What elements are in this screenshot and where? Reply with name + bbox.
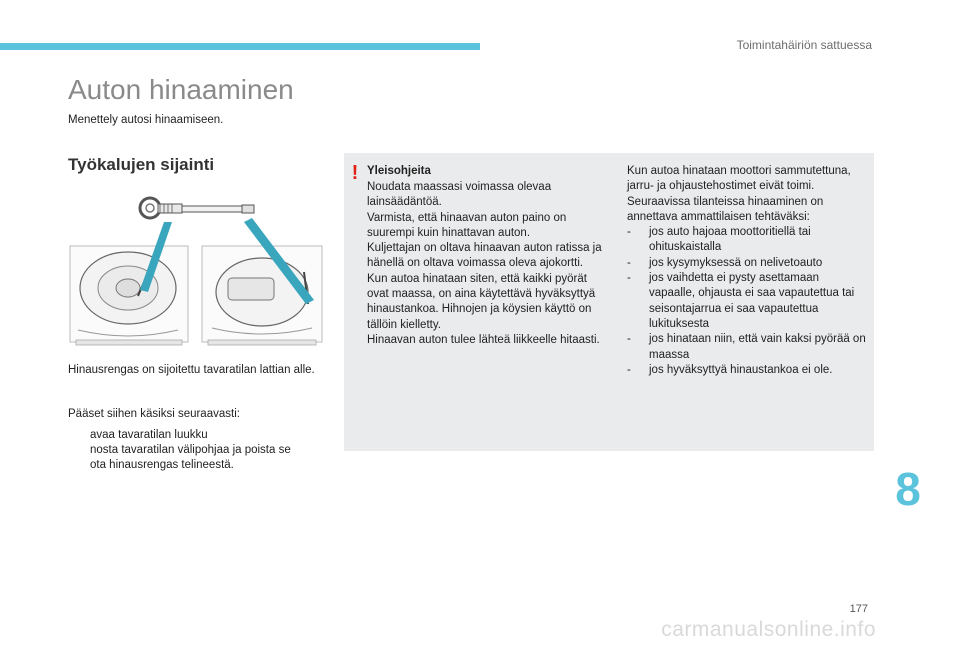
- trunk-view-left: [70, 246, 188, 345]
- list-item: - jos vaihdetta ei pysty asettamaan vapaalle, ohjausta ei saa vapautettua tai seisontajarrua ei saa vapautettua lukituksesta: [627, 272, 855, 330]
- towing-conditions-list: [627, 225, 867, 378]
- watermark: carmanualsonline.info: [661, 618, 876, 641]
- intro-text: Menettely autosi hinaamiseen.: [68, 114, 224, 126]
- list-item: avaa tavaratilan luukku: [68, 428, 318, 443]
- access-text: Pääset siihen käsiksi seuraavasti:: [68, 408, 240, 420]
- header-accent-bar: [0, 43, 480, 50]
- page-number: 177: [849, 603, 868, 615]
- list-item: nosta tavaratilan välipohjaa ja poista se: [68, 443, 318, 458]
- section-name: Toimintahäiriön sattuessa: [736, 38, 872, 52]
- towing-conditions: [627, 164, 867, 378]
- page-title: Auton hinaaminen: [68, 74, 294, 105]
- chapter-number: 8: [895, 463, 921, 515]
- list-item: - jos auto hajoaa moottoritiellä tai ohituskaistalla: [627, 226, 811, 254]
- bullet-mark: [68, 443, 90, 458]
- towing-intro: Kun autoa hinataan moottori sammutettuna, jarru- ja ohjaustehostimet eivät toimi. Seuraavissa tilanteissa hinaaminen on annettava ammattilaisen tehtäväksi:: [627, 165, 851, 223]
- warning-title: Yleisohjeita: [367, 165, 431, 177]
- bullet-mark: [68, 428, 90, 443]
- step-list: [68, 428, 318, 473]
- bullet-mark: [68, 458, 90, 473]
- warning-text: Noudata maassasi voimassa olevaa lainsäädäntöä. Varmista, että hinaavan auton paino on suurempi kuin hinattavan auton. Kuljettajan on oltava hinaavan auton ratissa ja hänellä on oltava voimassa oleva ajokortti. Kun autoa hinataan siten, että kaikki pyörät ovat maassa, on aina käytettävä hyväksyttyä hinaustankoa. Hihnojen ja köysien käyttö on tällöin kielletty. Hinaavan auton tulee lähteä liikkeelle hitaasti.: [367, 181, 602, 346]
- section-subtitle: Työkalujen sijainti: [68, 155, 215, 174]
- tool-location-illustration: [68, 192, 324, 352]
- towing-eye-icon: [140, 198, 254, 218]
- list-item: ota hinausrengas telineestä.: [68, 458, 318, 473]
- list-item: - jos kysymyksessä on nelivetoauto: [627, 256, 823, 269]
- list-item: - jos hinataan niin, että vain kaksi pyörää on maassa: [627, 333, 866, 361]
- warning-icon: !: [351, 162, 359, 184]
- list-item: - jos hyväksyttyä hinaustankoa ei ole.: [627, 363, 833, 376]
- spare-wheel-location-text: Hinausrengas on sijoitettu tavaratilan lattian alle.: [68, 364, 315, 376]
